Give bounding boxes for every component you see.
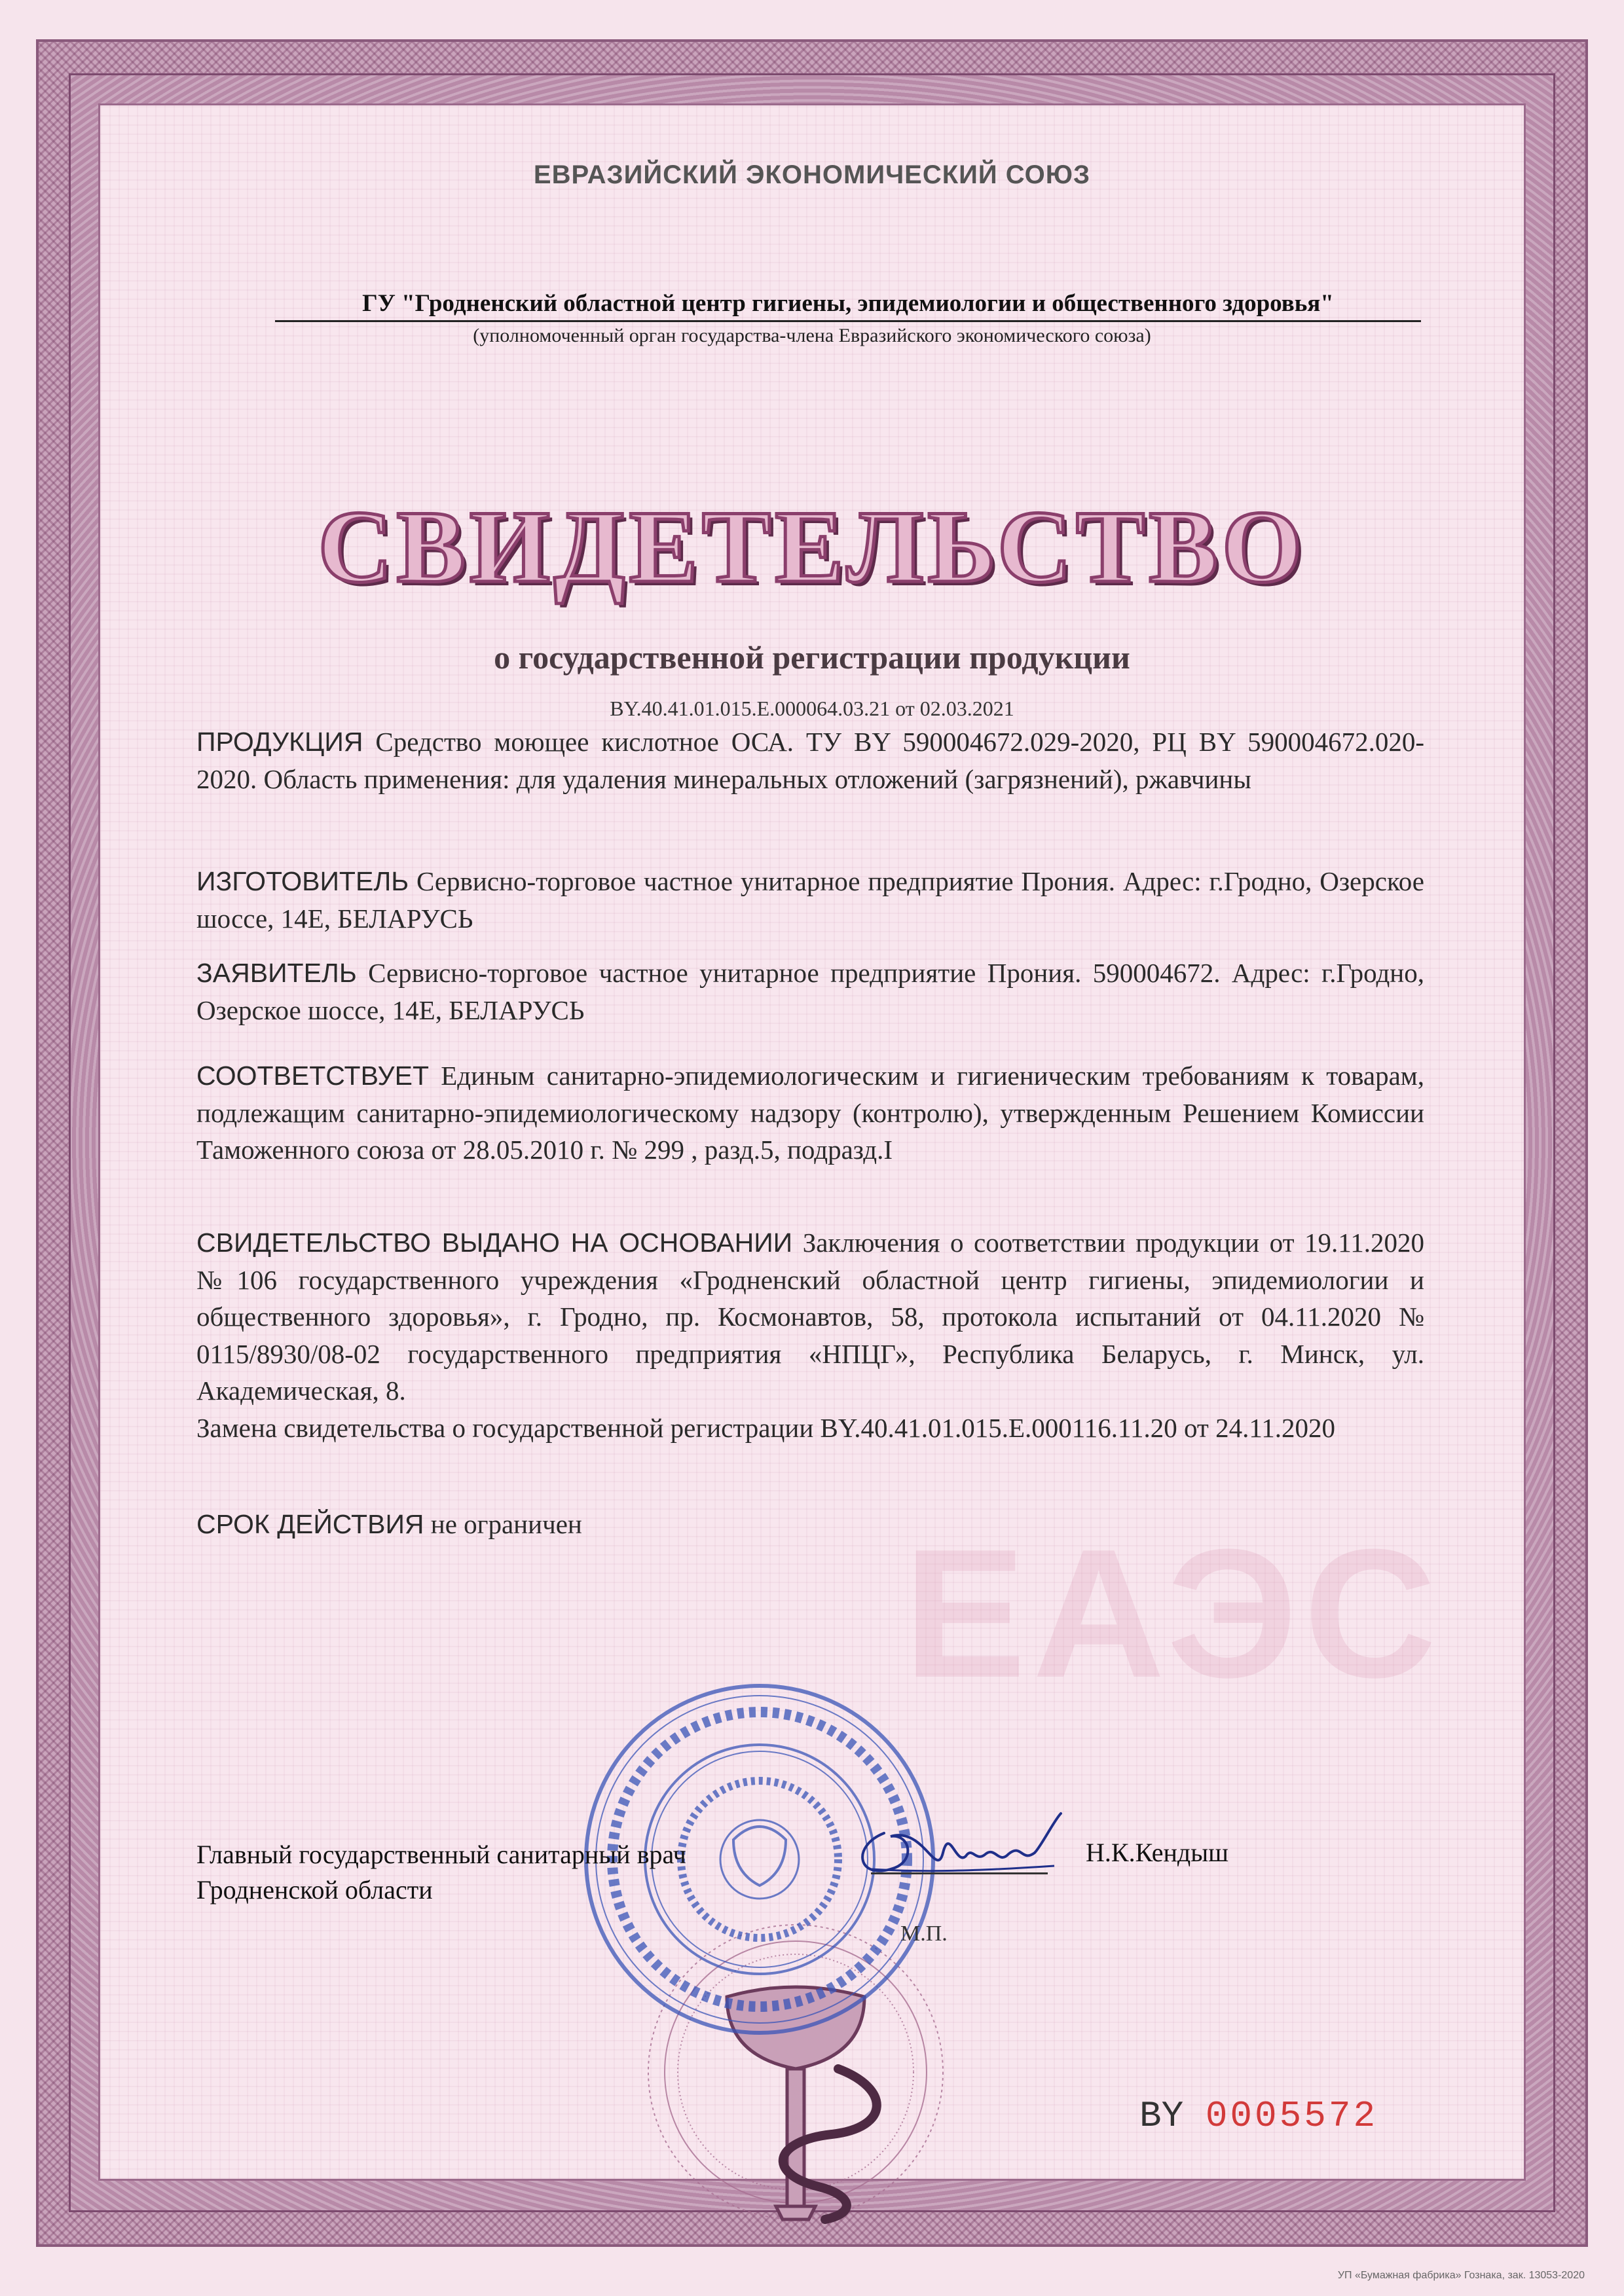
signer-position-line-1: Главный государственный санитарный врач xyxy=(196,1840,686,1869)
signer-position xyxy=(196,1837,686,1908)
serial-number xyxy=(1139,2095,1378,2137)
basis-label: СВИДЕТЕЛЬСТВО ВЫДАНО НА ОСНОВАНИИ xyxy=(196,1228,793,1258)
signer-position-line-2: Гродненской области xyxy=(196,1875,433,1904)
product-section xyxy=(196,723,1424,797)
printer-footer: УП «Бумажная фабрика» Гознака, зак. 13053-2020 xyxy=(1337,2270,1585,2281)
union-heading: ЕВРАЗИЙСКИЙ ЭКОНОМИЧЕСКИЙ СОЮЗ xyxy=(533,160,1091,189)
complies-label: СООТВЕТСТВУЕТ xyxy=(196,1061,429,1091)
seal-place-label: М.П. xyxy=(900,1922,948,1946)
compliance-section xyxy=(196,1057,1424,1169)
validity-text: не ограничен xyxy=(430,1509,582,1539)
manufacturer-label: ИЗГОТОВИТЕЛЬ xyxy=(196,866,409,896)
applicant-text: Сервисно-торговое частное унитарное предприятие Прония. 590004672. Адрес: г.Гродно, Озерское шоссе, 14Е, БЕЛАРУСЬ xyxy=(196,958,1424,1025)
replacement-text: Замена свидетельства о государственной регистрации BY.40.41.01.015.E.000116.11.20 от 24.11.2020 xyxy=(196,1412,1336,1443)
registration-number: BY.40.41.01.015.E.000064.03.21 от 02.03.2021 xyxy=(610,697,1014,720)
applicant-label: ЗАЯВИТЕЛЬ xyxy=(196,958,357,988)
organization-note: (уполномоченный орган государства-члена Евразийского экономического союза) xyxy=(473,325,1151,346)
manufacturer-section xyxy=(196,863,1424,937)
basis-section xyxy=(196,1224,1424,1446)
validity-section xyxy=(196,1506,1424,1543)
handwritten-signature xyxy=(845,1807,1067,1892)
basis-text: Заключения о соответствии продукции от 19.11.2020 №106 государственного учреждения «Гродненский областной центр гигиены, эпидемиологии и общественного здоровья», г. Гродно, пр. Космонавтов, 58, протокола испытаний от 04.11.2020 № 0115/8930/08-02 государственного предприятия «НПЦГ», Республика Беларусь, г. Минск, ул. Академическая, 8. xyxy=(196,1228,1425,1406)
signer-name: Н.К.Кендыш xyxy=(1086,1838,1228,1867)
validity-label: СРОК ДЕЙСТВИЯ xyxy=(196,1509,424,1539)
product-label: ПРОДУКЦИЯ xyxy=(196,727,363,757)
manufacturer-text: Сервисно-торговое частное унитарное предприятие Прония. Адрес: г.Гродно, Озерское шоссе, 14Е, БЕЛАРУСЬ xyxy=(196,866,1424,934)
complies-text: Единым санитарно-эпидемиологическим и гигиеническим требованиям к товарам, подлежащим санитарно-эпидемиологическому надзору (контролю), утвержденным Решением Комиссии Таможенного союза от 28.05.2010 г. № 299 , разд.5, подразд.I xyxy=(196,1061,1424,1165)
issuing-organization: ГУ "Гродненский областной центр гигиены, эпидемиологии и общественного здоровья" xyxy=(275,289,1421,322)
eaeu-watermark: ЕАЭС xyxy=(904,1512,1443,1716)
signature-line xyxy=(871,1872,1048,1874)
serial-prefix: BY xyxy=(1139,2095,1184,2137)
certificate-subtitle: о государственной регистрации продукции xyxy=(494,639,1130,676)
serial-digits: 0005572 xyxy=(1205,2095,1378,2137)
certificate-title: СВИДЕТЕЛЬСТВО xyxy=(318,490,1306,604)
product-text: Средство моющее кислотное ОСА. ТУ BY 590004672.029-2020, РЦ BY 590004672.020-2020. Область применения: для удаления минеральных отложений (загрязнений), ржавчины xyxy=(196,727,1424,794)
applicant-section xyxy=(196,955,1424,1029)
